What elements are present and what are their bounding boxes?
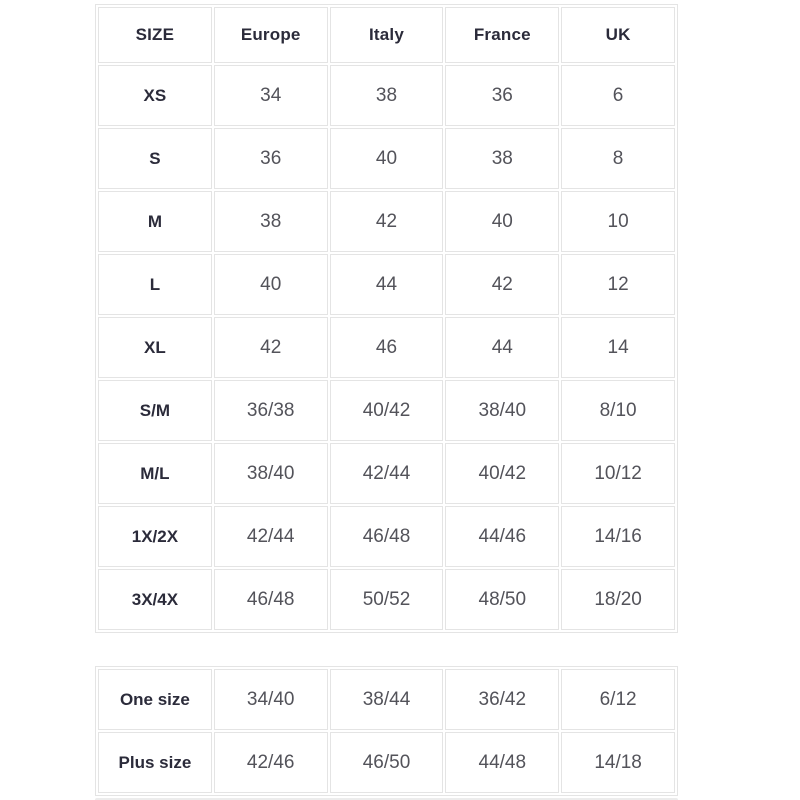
size-label-cell: XL	[98, 317, 212, 378]
size-label-cell: Plus size	[98, 732, 212, 793]
header-cell-france: France	[445, 7, 559, 63]
value-cell: 46/48	[330, 506, 444, 567]
value-cell: 42/44	[214, 506, 328, 567]
value-cell: 40	[214, 254, 328, 315]
size-table-body	[98, 65, 675, 630]
size-label-cell: XS	[98, 65, 212, 126]
value-cell: 6	[561, 65, 675, 126]
size-label-cell: M/L	[98, 443, 212, 504]
header-cell-italy: Italy	[330, 7, 444, 63]
value-cell: 38/40	[445, 380, 559, 441]
size-label-cell: S/M	[98, 380, 212, 441]
size-label-cell: One size	[98, 669, 212, 730]
header-cell-europe: Europe	[214, 7, 328, 63]
table-row-plus-size	[98, 732, 675, 793]
value-cell: 44	[330, 254, 444, 315]
value-cell: 14	[561, 317, 675, 378]
value-cell: 38	[330, 65, 444, 126]
table-row-m	[98, 191, 675, 252]
value-cell: 6/12	[561, 669, 675, 730]
value-cell: 38	[214, 191, 328, 252]
size-label-cell: S	[98, 128, 212, 189]
value-cell: 40/42	[445, 443, 559, 504]
table-row-xl	[98, 317, 675, 378]
header-cell-size: SIZE	[98, 7, 212, 63]
value-cell: 38	[445, 128, 559, 189]
value-cell: 50/52	[330, 569, 444, 630]
size-conversion-table	[95, 4, 678, 633]
value-cell: 34	[214, 65, 328, 126]
table-row-l	[98, 254, 675, 315]
table-row-3x-4x	[98, 569, 675, 630]
value-cell: 46	[330, 317, 444, 378]
value-cell: 8/10	[561, 380, 675, 441]
value-cell: 38/40	[214, 443, 328, 504]
tables-container	[95, 4, 678, 800]
value-cell: 48/50	[445, 569, 559, 630]
value-cell: 40/42	[330, 380, 444, 441]
table-row-one-size	[98, 669, 675, 730]
table-row-s-m	[98, 380, 675, 441]
value-cell: 44/46	[445, 506, 559, 567]
value-cell: 46/48	[214, 569, 328, 630]
value-cell: 42	[330, 191, 444, 252]
value-cell: 36/42	[445, 669, 559, 730]
value-cell: 40	[330, 128, 444, 189]
special-sizes-table	[95, 666, 678, 796]
table-row-s	[98, 128, 675, 189]
size-table-header	[98, 7, 675, 63]
value-cell: 8	[561, 128, 675, 189]
value-cell: 14/16	[561, 506, 675, 567]
special-sizes-table-body	[98, 669, 675, 793]
value-cell: 36	[445, 65, 559, 126]
value-cell: 12	[561, 254, 675, 315]
value-cell: 42	[445, 254, 559, 315]
header-row	[98, 7, 675, 63]
value-cell: 10/12	[561, 443, 675, 504]
value-cell: 46/50	[330, 732, 444, 793]
size-label-cell: 1X/2X	[98, 506, 212, 567]
size-label-cell: L	[98, 254, 212, 315]
value-cell: 38/44	[330, 669, 444, 730]
value-cell: 42/46	[214, 732, 328, 793]
value-cell: 10	[561, 191, 675, 252]
value-cell: 36	[214, 128, 328, 189]
value-cell: 40	[445, 191, 559, 252]
value-cell: 44/48	[445, 732, 559, 793]
value-cell: 14/18	[561, 732, 675, 793]
size-label-cell: 3X/4X	[98, 569, 212, 630]
table-row-m-l	[98, 443, 675, 504]
value-cell: 44	[445, 317, 559, 378]
value-cell: 42/44	[330, 443, 444, 504]
size-label-cell: M	[98, 191, 212, 252]
table-row-1x-2x	[98, 506, 675, 567]
value-cell: 42	[214, 317, 328, 378]
value-cell: 18/20	[561, 569, 675, 630]
header-cell-uk: UK	[561, 7, 675, 63]
value-cell: 34/40	[214, 669, 328, 730]
table-row-xs	[98, 65, 675, 126]
value-cell: 36/38	[214, 380, 328, 441]
